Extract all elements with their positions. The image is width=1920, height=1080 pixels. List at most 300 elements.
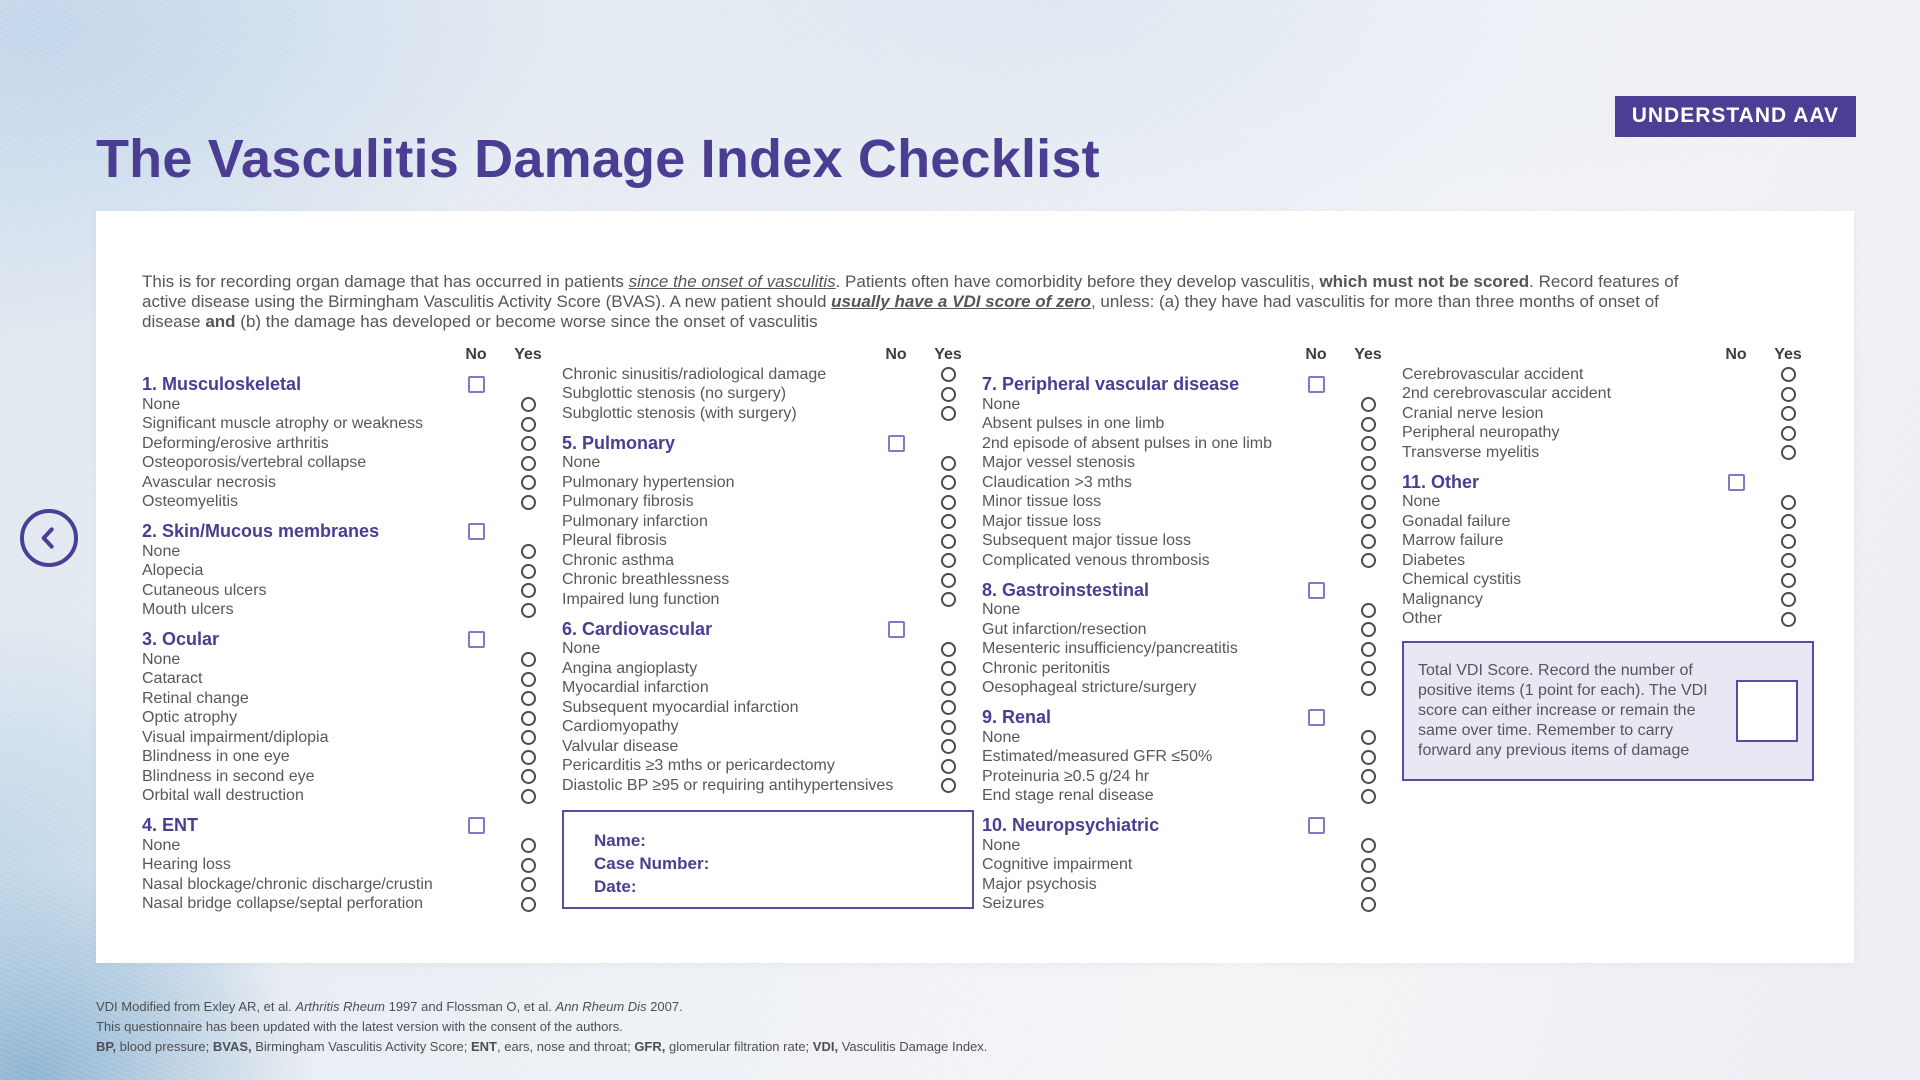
checklist-item-row	[1402, 443, 1814, 463]
item-yes-radio[interactable]	[941, 553, 956, 568]
checklist-item-row	[982, 679, 1394, 699]
checklist-item-row	[562, 404, 974, 424]
checklist-item-row	[982, 473, 1394, 493]
item-yes-radio[interactable]	[1361, 534, 1376, 549]
yes-cell	[1762, 514, 1814, 529]
checklist-item-row	[142, 856, 554, 876]
yes-cell	[922, 387, 974, 402]
checklist-item-row	[982, 512, 1394, 532]
section-title: 8. Gastroinstestinal	[982, 579, 1150, 600]
item-label: Gut infarction/resection	[982, 620, 1147, 638]
yes-cell	[922, 573, 974, 588]
section-title-row	[562, 433, 974, 454]
checklist-column	[142, 345, 554, 914]
text-segment: VDI Modified from Exley AR, et al.	[96, 999, 296, 1014]
item-yes-radio[interactable]	[1361, 495, 1376, 510]
item-label: Angina angioplasty	[562, 659, 698, 677]
item-yes-radio[interactable]	[521, 838, 536, 853]
text-segment: BVAS,	[212, 1039, 252, 1054]
checklist-item-row	[982, 551, 1394, 571]
checklist-item-row	[1402, 365, 1814, 385]
item-label: Cataract	[142, 670, 203, 688]
text-segment: and	[205, 312, 236, 331]
yes-cell	[1342, 456, 1394, 471]
item-label: Pulmonary infarction	[562, 512, 708, 530]
yes-cell	[502, 495, 554, 510]
item-label: 2nd cerebrovascular accident	[1402, 385, 1612, 403]
item-yes-radio[interactable]	[941, 778, 956, 793]
item-yes-radio[interactable]	[1361, 475, 1376, 490]
yes-cell	[922, 367, 974, 382]
item-yes-radio[interactable]	[1361, 622, 1376, 637]
checklist-item-row	[142, 395, 554, 415]
text-segment: . Patients often have comorbidity before they develop vasculitis,	[835, 272, 1320, 291]
item-label: Subsequent major tissue loss	[982, 532, 1191, 550]
item-yes-radio[interactable]	[1361, 897, 1376, 912]
yes-cell	[922, 739, 974, 754]
item-yes-radio[interactable]	[521, 750, 536, 765]
text-segment: since the onset of vasculitis	[628, 272, 836, 291]
yes-column-header: Yes	[934, 346, 962, 363]
item-yes-radio[interactable]	[941, 367, 956, 382]
item-label: Chronic breathlessness	[562, 571, 730, 589]
item-yes-radio[interactable]	[521, 652, 536, 667]
yes-cell	[1762, 553, 1814, 568]
item-label: None	[562, 640, 601, 658]
item-yes-radio[interactable]	[1781, 514, 1796, 529]
intro-paragraph	[142, 272, 1708, 332]
item-yes-radio[interactable]	[521, 877, 536, 892]
yes-cell	[922, 475, 974, 490]
checklist-item-row	[562, 571, 974, 591]
item-yes-radio[interactable]	[521, 417, 536, 432]
item-label: Proteinuria ≥0.5 g/24 hr	[982, 767, 1150, 785]
section-no-checkbox[interactable]	[888, 621, 905, 638]
yes-cell	[922, 642, 974, 657]
checklist-item-row	[142, 473, 554, 493]
text-segment: Vasculitis Damage Index.	[838, 1039, 988, 1054]
no-cell	[1290, 582, 1342, 599]
item-yes-radio[interactable]	[1781, 553, 1796, 568]
checklist-item-row	[982, 895, 1394, 915]
text-segment: blood pressure;	[116, 1039, 213, 1054]
item-yes-radio[interactable]	[1361, 417, 1376, 432]
item-label: Pulmonary fibrosis	[562, 493, 694, 511]
item-yes-radio[interactable]	[941, 739, 956, 754]
yes-cell	[1342, 681, 1394, 696]
yes-cell	[1342, 858, 1394, 873]
yes-cell	[502, 711, 554, 726]
checklist-item-row	[562, 454, 974, 474]
item-yes-radio[interactable]	[941, 642, 956, 657]
section-title-row	[142, 629, 554, 650]
item-yes-radio[interactable]	[1361, 838, 1376, 853]
item-label: Gonadal failure	[1402, 512, 1511, 530]
item-yes-radio[interactable]	[521, 730, 536, 745]
text-segment: usually have a VDI score of zero	[831, 292, 1091, 311]
yes-cell	[922, 681, 974, 696]
footer-reference-line	[96, 997, 987, 1017]
item-label: Marrow failure	[1402, 532, 1504, 550]
item-label: Significant muscle atrophy or weakness	[142, 415, 424, 433]
item-label: Mesenteric insufficiency/pancreatitis	[982, 640, 1238, 658]
item-yes-radio[interactable]	[1781, 367, 1796, 382]
footer-consent-line	[96, 1017, 987, 1037]
yes-cell	[1342, 661, 1394, 676]
item-yes-radio[interactable]	[941, 759, 956, 774]
yes-cell	[1342, 789, 1394, 804]
item-label: Nasal bridge collapse/septal perforation	[142, 895, 424, 913]
yes-cell	[502, 397, 554, 412]
item-yes-radio[interactable]	[521, 397, 536, 412]
item-yes-radio[interactable]	[1361, 397, 1376, 412]
item-label: None	[142, 650, 181, 668]
no-cell	[450, 523, 502, 540]
item-yes-radio[interactable]	[521, 544, 536, 559]
item-label: Major psychosis	[982, 875, 1097, 893]
yes-cell	[1342, 603, 1394, 618]
checklist-column	[1402, 345, 1814, 914]
section-title: 4. ENT	[142, 815, 199, 835]
checklist-column	[982, 345, 1394, 914]
checklist-item-row	[982, 659, 1394, 679]
text-segment: This questionnaire has been updated with the latest version with the consent of the authors.	[96, 1019, 623, 1034]
no-column-header: No	[465, 346, 487, 363]
item-label: Oesophageal stricture/surgery	[982, 679, 1197, 697]
section-no-checkbox[interactable]	[1308, 582, 1325, 599]
item-yes-radio[interactable]	[1361, 681, 1376, 696]
item-yes-radio[interactable]	[941, 720, 956, 735]
item-yes-radio[interactable]	[1781, 592, 1796, 607]
checklist-item-row	[562, 757, 974, 777]
score-entry-box[interactable]	[1736, 680, 1798, 742]
item-label: Alopecia	[142, 562, 204, 580]
yes-column-header: Yes	[514, 346, 542, 363]
checklist-item-row	[142, 650, 554, 670]
item-yes-radio[interactable]	[1361, 877, 1376, 892]
item-yes-radio[interactable]	[1781, 612, 1796, 627]
item-yes-radio[interactable]	[521, 583, 536, 598]
no-column-header: No	[885, 346, 907, 363]
yes-cell	[502, 544, 554, 559]
checklist-item-row	[142, 454, 554, 474]
item-label: None	[1402, 493, 1441, 511]
text-segment: . Record features of active disease using the Birmingham Vasculitis Activity Score (BVAS). A new patient should	[142, 272, 1679, 311]
yes-column-header: Yes	[1354, 346, 1382, 363]
item-yes-radio[interactable]	[941, 495, 956, 510]
item-label: Pleural fibrosis	[562, 532, 667, 550]
checklist-item-row	[562, 512, 974, 532]
item-label: Deforming/erosive arthritis	[142, 434, 329, 452]
yes-cell	[1762, 426, 1814, 441]
checklist	[142, 345, 1814, 914]
checklist-item-row	[1402, 590, 1814, 610]
checklist-item-row	[142, 601, 554, 621]
item-label: Osteomyelitis	[142, 493, 239, 511]
item-label: Other	[1402, 610, 1443, 628]
section-title-row	[982, 580, 1394, 601]
item-yes-radio[interactable]	[1781, 573, 1796, 588]
yes-cell	[922, 778, 974, 793]
item-label: None	[982, 836, 1021, 854]
section-title: 7. Peripheral vascular disease	[982, 374, 1240, 394]
checklist-item-row	[562, 551, 974, 571]
checklist-item-row	[982, 875, 1394, 895]
item-label: None	[562, 454, 601, 472]
yes-cell	[502, 730, 554, 745]
yes-cell	[502, 769, 554, 784]
checklist-item-row	[562, 385, 974, 405]
item-yes-radio[interactable]	[1361, 514, 1376, 529]
text-segment: glomerular filtration rate;	[665, 1039, 813, 1054]
item-yes-radio[interactable]	[521, 456, 536, 471]
section-title: 3. Ocular	[142, 629, 220, 649]
item-yes-radio[interactable]	[1361, 730, 1376, 745]
text-segment: which must not be scored	[1319, 272, 1530, 291]
yes-cell	[922, 456, 974, 471]
section-title-row	[562, 619, 974, 640]
yes-cell	[1762, 592, 1814, 607]
info-field-label: Name:	[594, 830, 646, 850]
yes-cell	[1762, 495, 1814, 510]
checklist-item-row	[142, 689, 554, 709]
item-yes-radio[interactable]	[521, 603, 536, 618]
understand-aav-badge: UNDERSTAND AAV	[1615, 96, 1856, 137]
checklist-item-row	[982, 601, 1394, 621]
section-title: 2. Skin/Mucous membranes	[142, 521, 380, 541]
item-yes-radio[interactable]	[1781, 406, 1796, 421]
item-label: Pulmonary hypertension	[562, 473, 735, 491]
text-segment: Arthritis Rheum	[295, 999, 385, 1014]
back-button[interactable]	[20, 509, 78, 567]
item-label: Orbital wall destruction	[142, 787, 304, 805]
section-title: 10. Neuropsychiatric	[982, 815, 1160, 835]
section-title-row	[1402, 472, 1814, 493]
checklist-item-row	[142, 542, 554, 562]
item-yes-radio[interactable]	[1781, 495, 1796, 510]
item-yes-radio[interactable]	[521, 711, 536, 726]
info-field-label: Case Number:	[594, 853, 710, 873]
no-cell	[870, 435, 922, 452]
yes-cell	[922, 720, 974, 735]
yes-cell	[922, 534, 974, 549]
item-label: Blindness in one eye	[142, 748, 290, 766]
item-yes-radio[interactable]	[941, 534, 956, 549]
checklist-item-row	[562, 698, 974, 718]
item-yes-radio[interactable]	[521, 858, 536, 873]
yes-cell	[922, 514, 974, 529]
section-no-checkbox[interactable]	[468, 631, 485, 648]
item-yes-radio[interactable]	[521, 769, 536, 784]
item-yes-radio[interactable]	[941, 514, 956, 529]
checklist-item-row	[982, 620, 1394, 640]
yes-cell	[1762, 534, 1814, 549]
text-segment: Birmingham Vasculitis Activity Score;	[251, 1039, 471, 1054]
checklist-item-row	[142, 836, 554, 856]
item-yes-radio[interactable]	[941, 681, 956, 696]
yes-cell	[1342, 877, 1394, 892]
item-label: Retinal change	[142, 689, 249, 707]
item-label: None	[982, 728, 1021, 746]
section-no-checkbox[interactable]	[888, 435, 905, 452]
item-label: Optic atrophy	[142, 709, 238, 727]
item-yes-radio[interactable]	[1781, 387, 1796, 402]
total-score-box	[1402, 641, 1814, 781]
item-yes-radio[interactable]	[1361, 789, 1376, 804]
text-segment: 1997 and Flossman O, et al.	[384, 999, 556, 1014]
section-title: 9. Renal	[982, 707, 1052, 727]
no-cell	[1290, 709, 1342, 726]
section-title-row	[142, 521, 554, 542]
item-yes-radio[interactable]	[1361, 661, 1376, 676]
no-yes-header-row	[982, 345, 1394, 365]
text-segment: , unless: (a) they have had vasculitis for more than three months of onset of disease	[142, 292, 1659, 331]
section-title-row	[982, 707, 1394, 728]
yes-cell	[1762, 387, 1814, 402]
checklist-item-row	[982, 767, 1394, 787]
no-cell	[1290, 817, 1342, 834]
text-segment: Ann Rheum Dis	[555, 999, 647, 1014]
checklist-item-row	[562, 718, 974, 738]
item-label: Valvular disease	[562, 737, 679, 755]
yes-cell	[502, 652, 554, 667]
no-yes-header-row	[1402, 345, 1814, 365]
item-yes-radio[interactable]	[941, 700, 956, 715]
yes-cell	[502, 583, 554, 598]
checklist-card	[96, 211, 1854, 963]
checklist-item-row	[562, 640, 974, 660]
item-yes-radio[interactable]	[521, 436, 536, 451]
section-title-row	[982, 815, 1394, 836]
item-yes-radio[interactable]	[941, 406, 956, 421]
checklist-item-row	[142, 581, 554, 601]
yes-cell	[502, 750, 554, 765]
item-yes-radio[interactable]	[1781, 426, 1796, 441]
section-title: 5. Pulmonary	[562, 432, 676, 453]
checklist-item-row	[142, 875, 554, 895]
no-cell	[1290, 376, 1342, 393]
item-label: 2nd episode of absent pulses in one limb	[982, 434, 1272, 452]
no-yes-header-row	[562, 345, 974, 365]
item-label: None	[142, 395, 181, 413]
item-yes-radio[interactable]	[521, 564, 536, 579]
section-no-checkbox[interactable]	[1308, 817, 1325, 834]
item-label: Visual impairment/diplopia	[142, 728, 329, 746]
section-no-checkbox[interactable]	[1308, 376, 1325, 393]
yes-cell	[1762, 445, 1814, 460]
yes-cell	[922, 700, 974, 715]
item-label: Cutaneous ulcers	[142, 581, 267, 599]
item-yes-radio[interactable]	[941, 387, 956, 402]
item-yes-radio[interactable]	[1361, 456, 1376, 471]
text-segment: GFR,	[634, 1039, 666, 1054]
checklist-item-row	[1402, 512, 1814, 532]
yes-cell	[502, 475, 554, 490]
no-cell	[450, 631, 502, 648]
item-yes-radio[interactable]	[1361, 603, 1376, 618]
item-yes-radio[interactable]	[1361, 750, 1376, 765]
yes-cell	[502, 691, 554, 706]
item-yes-radio[interactable]	[1361, 553, 1376, 568]
section-title: 1. Musculoskeletal	[142, 374, 302, 394]
footer	[96, 997, 987, 1057]
yes-cell	[1342, 642, 1394, 657]
checklist-item-row	[1402, 404, 1814, 424]
checklist-item-row	[982, 836, 1394, 856]
item-yes-radio[interactable]	[521, 495, 536, 510]
yes-cell	[1342, 495, 1394, 510]
yes-cell	[1342, 514, 1394, 529]
item-yes-radio[interactable]	[1361, 769, 1376, 784]
item-yes-radio[interactable]	[1781, 534, 1796, 549]
section-title: 6. Cardiovascular	[562, 618, 713, 639]
item-yes-radio[interactable]	[521, 672, 536, 687]
item-label: Claudication >3 mths	[982, 473, 1132, 491]
item-yes-radio[interactable]	[941, 592, 956, 607]
checklist-item-row	[982, 787, 1394, 807]
checklist-item-row	[562, 532, 974, 552]
checklist-item-row	[142, 709, 554, 729]
text-segment: , ears, nose and throat;	[497, 1039, 635, 1054]
item-yes-radio[interactable]	[941, 573, 956, 588]
item-label: None	[142, 836, 181, 854]
item-label: Mouth ulcers	[142, 601, 234, 619]
checklist-item-row	[1402, 551, 1814, 571]
section-no-checkbox[interactable]	[468, 376, 485, 393]
item-label: Nasal blockage/chronic discharge/crustin	[142, 875, 433, 893]
checklist-item-row	[142, 767, 554, 787]
item-yes-radio[interactable]	[941, 456, 956, 471]
section-no-checkbox[interactable]	[1728, 474, 1745, 491]
item-yes-radio[interactable]	[1781, 445, 1796, 460]
item-label: Malignancy	[1402, 590, 1483, 608]
item-yes-radio[interactable]	[941, 475, 956, 490]
item-yes-radio[interactable]	[521, 691, 536, 706]
yes-cell	[502, 564, 554, 579]
yes-cell	[1762, 367, 1814, 382]
section-no-checkbox[interactable]	[1308, 709, 1325, 726]
item-yes-radio[interactable]	[521, 789, 536, 804]
yes-cell	[1342, 622, 1394, 637]
item-yes-radio[interactable]	[1361, 642, 1376, 657]
item-label: None	[982, 601, 1021, 619]
yes-cell	[1342, 417, 1394, 432]
section-title-row	[982, 374, 1394, 395]
item-label: Subglottic stenosis (with surgery)	[562, 404, 797, 422]
item-yes-radio[interactable]	[941, 661, 956, 676]
checklist-item-row	[982, 640, 1394, 660]
item-yes-radio[interactable]	[1361, 858, 1376, 873]
yes-column-header: Yes	[1774, 346, 1802, 363]
section-no-checkbox[interactable]	[468, 523, 485, 540]
checklist-item-row	[142, 787, 554, 807]
item-label: Cerebrovascular accident	[1402, 365, 1584, 383]
item-yes-radio[interactable]	[521, 897, 536, 912]
item-yes-radio[interactable]	[1361, 436, 1376, 451]
checklist-item-row	[982, 728, 1394, 748]
item-yes-radio[interactable]	[521, 475, 536, 490]
yes-cell	[1342, 436, 1394, 451]
checklist-column	[562, 345, 974, 914]
item-label: Absent pulses in one limb	[982, 415, 1165, 433]
yes-cell	[502, 838, 554, 853]
section-title-row	[142, 815, 554, 836]
item-label: Pericarditis ≥3 mths or pericardectomy	[562, 757, 835, 775]
section-no-checkbox[interactable]	[468, 817, 485, 834]
checklist-item-row	[562, 659, 974, 679]
text-segment: VDI,	[812, 1039, 839, 1054]
item-label: Major vessel stenosis	[982, 454, 1135, 472]
